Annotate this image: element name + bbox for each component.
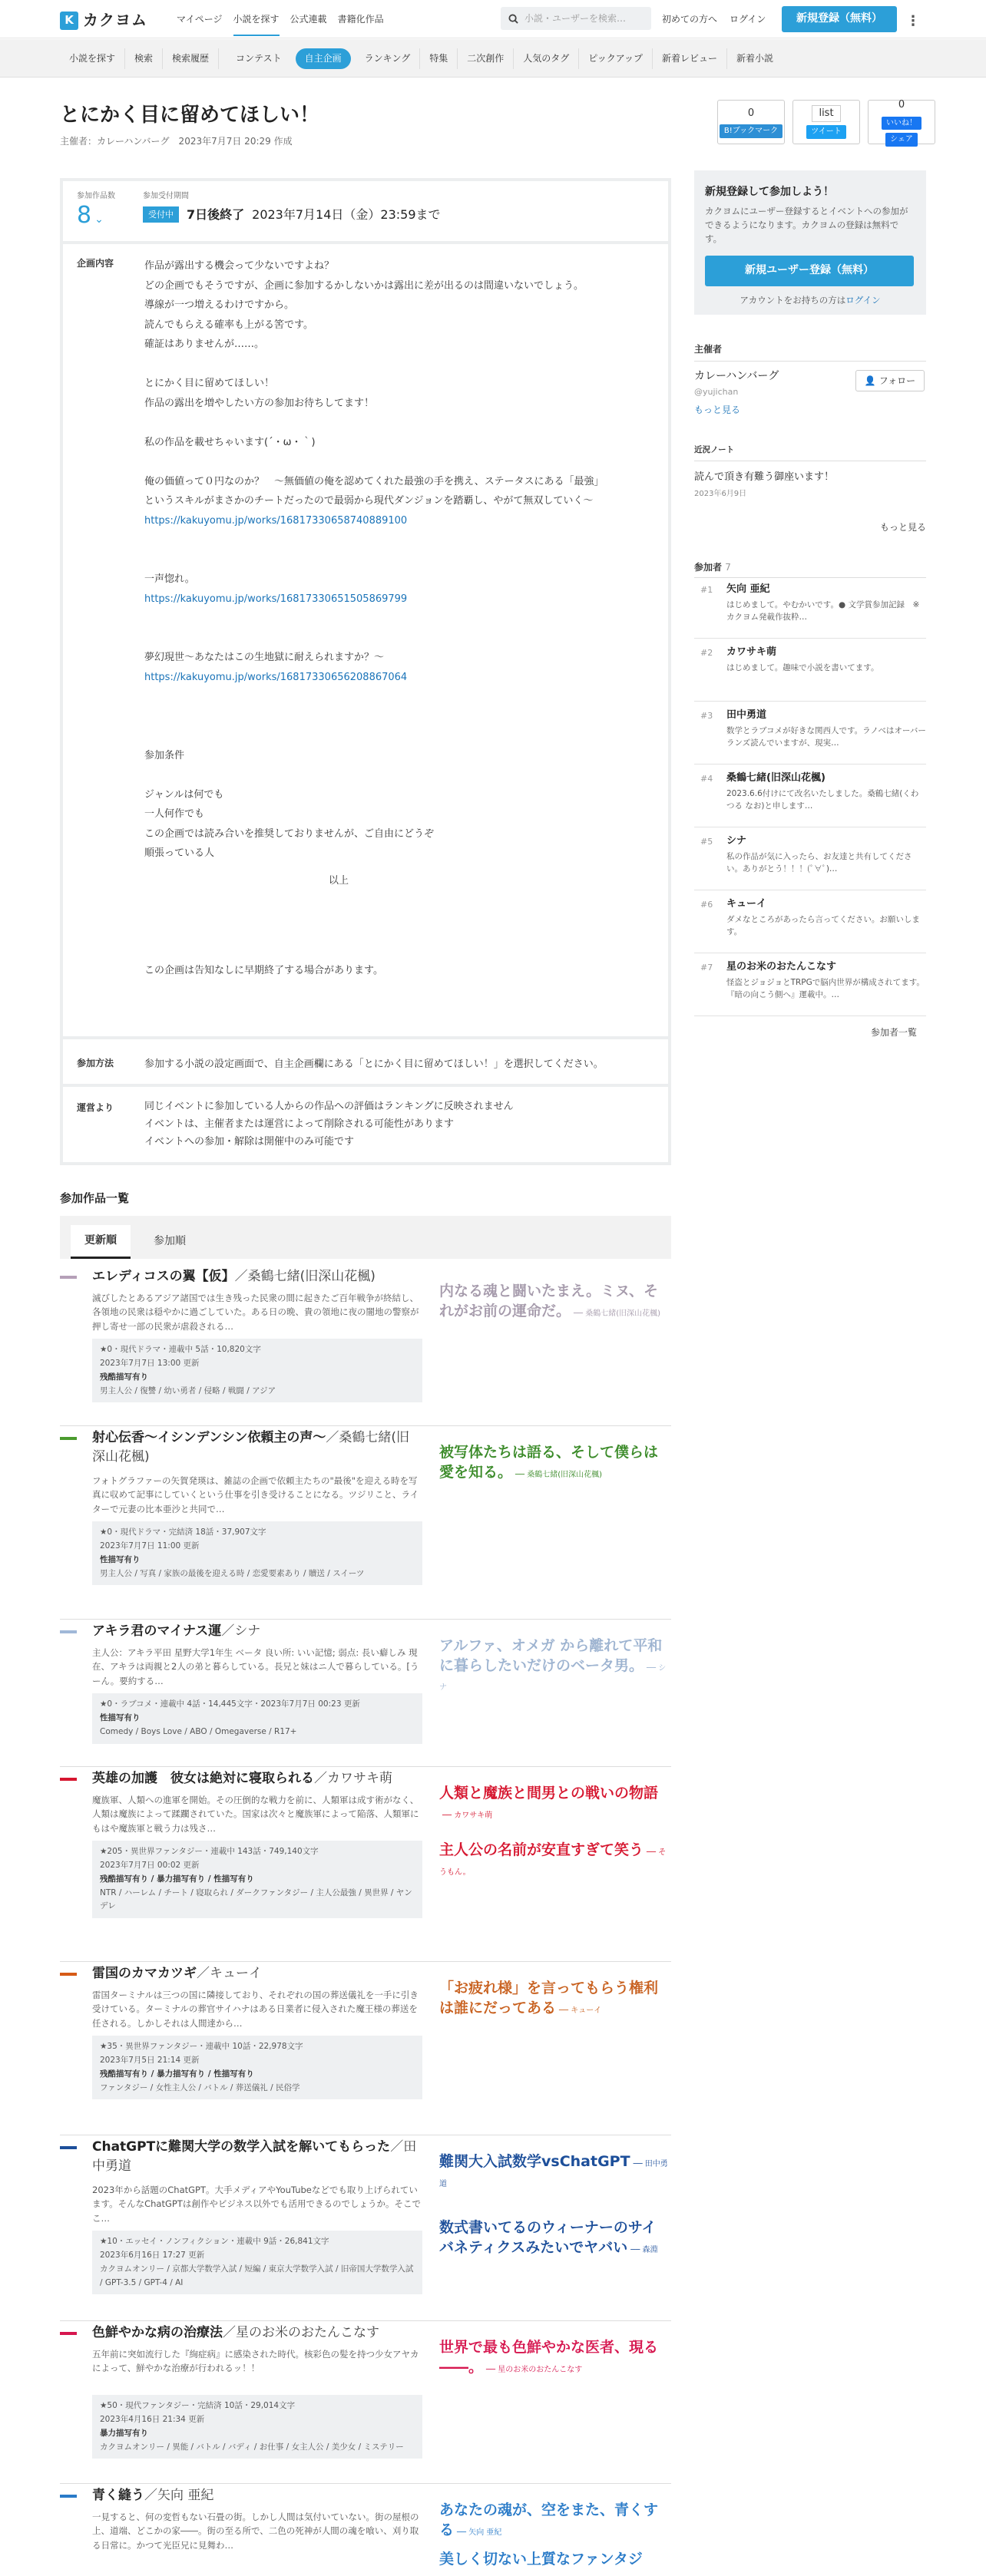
- logo-text: カクヨム: [83, 11, 147, 29]
- work-genre-bar: [60, 2146, 77, 2149]
- work-flags: [100, 1712, 415, 1726]
- work-desc: 五年前に突如流行した『絢症病』に感染された時代。核彩色の髪を持つ少女アヤカによって、鮮やかな治療が行われるッ！！: [92, 2349, 419, 2374]
- work-title-text[interactable]: 色鮮やかな病の治療法: [92, 2325, 223, 2340]
- work-tags[interactable]: カクヨムオンリー / 京都大学数学入試 / 短編 / 東京大学数学入試 / 旧帝国大学数学入試 / GPT-3.5 / GPT-4 / AI: [100, 2264, 414, 2287]
- subnav-fanfic[interactable]: 二次創作: [458, 48, 514, 69]
- subnav-contest[interactable]: コンテスト: [236, 53, 282, 64]
- review-catch[interactable]: 人類と魔族と間男との戦いの物語── カワサキ萌: [439, 1785, 659, 1820]
- details-line: [144, 609, 604, 629]
- participant-desc: はじめまして。やむかいです。● 文学賞参加記録 ※カクヨム発載作抜粋…: [726, 600, 920, 623]
- work-genre-bar: [60, 1276, 77, 1279]
- details-line: 導線が一つ増えるわけですから。: [144, 299, 295, 311]
- work-tags[interactable]: ファンタジー / 女性主人公 / バトル / 葬送儀礼 / 民俗学: [100, 2082, 300, 2092]
- rule-item: イベントは、主催者または運営によって削除される可能性があります: [144, 1118, 455, 1130]
- share-buttons: [717, 100, 935, 144]
- page-meta: 主催者：カレーハンバーグ 2023年7月7日 20:29 作成: [60, 136, 293, 147]
- details-line: [144, 864, 604, 883]
- review-catch[interactable]: 主人公の名前が安直すぎて笑う ── そうもん。: [439, 1841, 667, 1877]
- participant-item[interactable]: [694, 576, 926, 639]
- work-stats: ★0・現代ドラマ・連載中 5話・10,820文字: [100, 1345, 261, 1354]
- host-id: @yujichan: [694, 386, 739, 397]
- review-author: カワサキ萌: [454, 1811, 493, 1820]
- works-title: 参加作品一覧: [60, 1191, 130, 1205]
- details-line: 読んでもらえる確率も上がる筈です。: [144, 319, 313, 331]
- work-title[interactable]: エレディコスの翼【仮】／桑鶴七緒(旧深山花楓): [92, 1269, 376, 1284]
- subnav-new-novels[interactable]: 新着小説: [736, 53, 773, 64]
- review-author: そうもん。: [439, 1848, 667, 1877]
- participant-desc: ダメなところがあったら言ってください。お願いします。: [726, 915, 920, 937]
- recent-note: [694, 470, 926, 533]
- tab-joined[interactable]: 参加順: [154, 1235, 186, 1248]
- details-line: 順張っている人: [144, 847, 215, 859]
- participants-label: [694, 560, 731, 575]
- work-title[interactable]: 射心伝香〜イシンデンシン依頼主の声〜／桑鶴七緒(旧深山花楓): [92, 1430, 410, 1465]
- participant-rank: #6: [700, 900, 713, 910]
- register-cta: [694, 170, 926, 315]
- hatena-bookmark-button[interactable]: [717, 100, 785, 144]
- work-flags: [100, 2427, 415, 2441]
- subnav-events[interactable]: 自主企画: [296, 48, 351, 69]
- review-catch[interactable]: 被写体たちは語る、そして僕らは愛を知る。 ── 桑鶴七緒(旧深山花楓): [439, 1444, 659, 1481]
- work-author[interactable]: 田中勇道: [92, 2139, 417, 2174]
- work-title-text[interactable]: ChatGPTに難関大学の数学入試を解いてもらった: [92, 2139, 391, 2155]
- details-line: [144, 903, 604, 923]
- facebook-like-button[interactable]: [868, 100, 935, 144]
- work-item: [60, 2321, 671, 2484]
- review-catch[interactable]: 難関大入試数学vsChatGPT ── 田中勇道: [439, 2153, 668, 2188]
- review-catch[interactable]: [439, 2550, 670, 2570]
- work-tags[interactable]: 男主人公 / 写真 / 家族の最後を迎える時 / 恋愛要素あり / 贖送 / スイーツ: [100, 1568, 365, 1578]
- method-section: [63, 1042, 668, 1087]
- work-author[interactable]: 矢向 亜紀: [157, 2488, 214, 2503]
- participant-desc: はじめまして。趣味で小説を書いてます。: [726, 663, 879, 673]
- details-line: とにかく目に留めてほしい！: [144, 378, 275, 389]
- work-item: [60, 2484, 671, 2576]
- work-desc: 雷国ターミナルは三つの国に隣接しており、それぞれの国の葬送儀礼を一手に引き受けている。ターミナルの葬官サイハナはある日業者に侵入された魔王様の葬送を任される。しかしそれは人間達から…: [92, 1990, 419, 2029]
- details-line: [144, 942, 604, 962]
- review-author: 星のお米のおたんこなす: [498, 2365, 583, 2374]
- work-item: [60, 1265, 671, 1426]
- tab-updated[interactable]: 更新順: [71, 1225, 131, 1259]
- subnav-pickup[interactable]: ピックアップ: [579, 48, 653, 69]
- work-genre-bar: [60, 1437, 77, 1440]
- participant-item[interactable]: [694, 953, 926, 1016]
- work-title-text[interactable]: 英雄の加護 彼女は絶対に寝取られる: [92, 1771, 314, 1786]
- rule-item: イベントへの参加・解除は開催中のみ可能です: [144, 1136, 355, 1148]
- review-author: 桑鶴七緒(旧深山花楓): [527, 1470, 603, 1479]
- work-genre-bar: [60, 2332, 77, 2335]
- login-link[interactable]: ログイン: [730, 14, 766, 25]
- work-flags-text: 暴力描写有り: [100, 2428, 148, 2438]
- remaining-days: 7日後終了: [187, 206, 245, 222]
- work-title[interactable]: ChatGPTに難関大学の数学入試を解いてもらった／田中勇道: [92, 2139, 417, 2174]
- note-more-link[interactable]: もっと見る: [879, 522, 926, 533]
- share-label: シェア: [885, 133, 918, 147]
- details-line: [144, 452, 604, 472]
- review-catch-text: 難関大入試数学vsChatGPT: [439, 2153, 630, 2170]
- rules-list: [144, 1098, 514, 1151]
- participant-item[interactable]: [694, 765, 926, 827]
- work-title-text[interactable]: エレディコスの翼【仮】: [92, 1269, 235, 1284]
- review-catch-text: 人類と魔族と間男との戦いの物語: [439, 1785, 659, 1802]
- details-label: 企画内容: [77, 258, 114, 269]
- work-title-text[interactable]: 青く縫う: [92, 2488, 144, 2503]
- participant-name[interactable]: 星のお米のおたんこなす: [726, 961, 837, 973]
- note-title[interactable]: 読んで頂き有難う御座います！: [694, 471, 835, 483]
- review-catch[interactable]: 「お疲れ様」を言ってもらう権利は誰にだってある ── キューイ: [439, 1980, 659, 2016]
- details-line: [144, 726, 604, 746]
- work-stats: ★0・現代ドラマ・完結済 18話・37,907文字: [100, 1527, 266, 1537]
- participant-name[interactable]: 田中勇道: [726, 709, 767, 721]
- beginners-link[interactable]: 初めての方へ: [662, 14, 718, 25]
- event-detail-box: [60, 178, 671, 1165]
- details-line: [144, 707, 604, 727]
- sidebar-login-link[interactable]: ログイン: [845, 294, 881, 305]
- work-author[interactable]: カワサキ萌: [327, 1771, 392, 1786]
- review-catch-text: 世界で最も色鮮やかな医者、現る――。: [439, 2339, 659, 2376]
- register-cta-title: 新規登録して参加しよう！: [705, 186, 834, 198]
- work-tags[interactable]: Comedy / Boys Love / ABO / Omegaverse / R17+: [100, 1726, 297, 1736]
- work-title[interactable]: 色鮮やかな病の治療法／星のお米のおたんこなす: [92, 2325, 379, 2340]
- work-tags[interactable]: NTR / ハーレム / チート / 寝取られ / ダークファンタジー / 主人公最強 / 異世界 / ヤンデレ: [100, 1887, 412, 1911]
- rules-section: [63, 1090, 668, 1165]
- subnav-search[interactable]: 検索: [125, 48, 163, 69]
- period-label: 参加受付期間: [143, 192, 189, 200]
- twitter-share-button[interactable]: [792, 100, 860, 144]
- work-genre-bar: [60, 1630, 77, 1633]
- work-author[interactable]: シナ: [234, 1623, 261, 1639]
- review-catch-text: 数式書いてるのウィーナーのサイバネティクスみたいでヤバい: [439, 2219, 657, 2256]
- participant-rank: #1: [700, 585, 713, 595]
- review-catch[interactable]: 内なる魂と闘いたまえ。ミヌ、それがお前の運命だ。 ── 桑鶴七緒(旧深山花楓): [439, 1283, 661, 1319]
- review-catch-text: 主人公の名前が安直すぎて笑う: [439, 1841, 644, 1858]
- work-item: [60, 1620, 671, 1767]
- work-tags[interactable]: カクヨムオンリー / 異能 / バトル / バディ / お仕事 / 女主人公 / 美少女 / ミステリー: [100, 2442, 404, 2452]
- details-line: この企画では読み合いを推奨しておりませんが、ご自由にどうぞ: [144, 827, 435, 840]
- work-genre-bar: [60, 2495, 77, 2498]
- details-line: [144, 413, 604, 433]
- review-catch[interactable]: 世界で最も色鮮やかな医者、現る――。 ── 星のお米のおたんこなす: [439, 2339, 659, 2376]
- work-author[interactable]: 星のお米のおたんこなす: [236, 2325, 379, 2340]
- follow-label: フォロー: [878, 375, 916, 386]
- register-button[interactable]: 新規登録（無料）: [782, 6, 897, 32]
- review-author: キューイ: [571, 2006, 602, 2015]
- details-line: 作品の露出を増やしたい方の参加お待ちしてます！: [144, 397, 375, 409]
- participant-rank: #5: [700, 837, 713, 847]
- participant-item[interactable]: [694, 827, 926, 890]
- sub-nav: [0, 39, 986, 78]
- rules-label: 運営より: [77, 1102, 114, 1113]
- entry-count[interactable]: [77, 201, 115, 229]
- work-flags-text: 性描写有り: [100, 1712, 141, 1722]
- participant-rank: #4: [700, 774, 713, 784]
- review-author: 森淵: [642, 2245, 658, 2254]
- method-text: 参加する小説の設定画面で、自主企画欄にある「とにかく目に留めてほしい！」を選択してください。: [144, 1058, 604, 1070]
- status-badge: 受付中: [143, 206, 179, 223]
- follow-button[interactable]: [855, 370, 925, 391]
- method-label: 参加方法: [77, 1058, 114, 1068]
- details-line: [144, 550, 604, 570]
- work-item: [60, 1426, 671, 1620]
- work-flags-text: 性描写有り: [100, 1554, 141, 1564]
- details-line: 夢幻現世〜あなたはこの生地獄に耐えられますか？〜: [144, 652, 385, 663]
- work-updated: 2023年4月16日 21:34 更新: [100, 2414, 205, 2424]
- note-date: 2023年6月9日: [694, 490, 747, 499]
- details-line: [144, 687, 604, 707]
- work-meta: [92, 1339, 422, 1402]
- participant-item[interactable]: [694, 702, 926, 765]
- search-box[interactable]: [501, 7, 651, 30]
- subnav-history[interactable]: 検索履歴: [163, 48, 219, 69]
- details-line: 確証はありませんが……。: [144, 339, 265, 350]
- work-stats: ★35・異世界ファンタジー・連載中 10話・22,978文字: [100, 2042, 303, 2051]
- register-cta-desc: カクヨムにユーザー登録するとイベントへの参加ができるようになります。カクヨムの登録は無料です。: [705, 205, 908, 245]
- nav-search-novels[interactable]: 小説を探す: [233, 12, 280, 36]
- details-line: [144, 922, 604, 942]
- like-label: いいね！: [882, 117, 921, 130]
- work-updated: 2023年6月16日 17:27 更新: [100, 2250, 205, 2260]
- participants-count: 7: [725, 562, 731, 573]
- work-stats: ★10・エッセイ・ノンフィクション・連載中 9話・26,841文字: [100, 2237, 329, 2246]
- work-flags-text: 残酷描写有り / 暴力描写有り / 性描写有り: [100, 1874, 254, 1884]
- review-catch-text: 被写体たちは語る、そして僕らは愛を知る。: [439, 1444, 659, 1481]
- details-line: どの企画でもそうですが、企画に参加するかしないかは露出に差が出るのは間違いないでしょう。: [144, 279, 584, 292]
- work-meta: [92, 1521, 422, 1585]
- details-line: [144, 355, 604, 375]
- work-meta: [92, 2036, 422, 2099]
- nav-mypage[interactable]: マイページ: [177, 14, 223, 25]
- work-updated: 2023年7月7日 00:02 更新: [100, 1860, 200, 1870]
- participant-name[interactable]: シナ: [726, 835, 747, 847]
- work-desc: 2023年から話題のChatGPT。大手メディアやYouTubeなどでも取り上げられています。そんなChatGPTは創作やビジネス以外でも活用できるのでしょうか。そこでこ…: [92, 2185, 421, 2224]
- work-genre-bar: [60, 1778, 77, 1781]
- work-flags: [100, 1873, 415, 1887]
- details-text: [144, 256, 604, 981]
- person-add-icon: 👤: [864, 375, 876, 386]
- work-tags[interactable]: 男主人公 / 復讐 / 幼い勇者 / 侵略 / 戦闘 / アジア: [100, 1385, 276, 1395]
- participant-list: [694, 576, 926, 1016]
- review-catch[interactable]: あなたの魂が、空をまた、青くする ── 矢向 亜紀: [439, 2502, 659, 2538]
- tweet-label: ツイート: [806, 125, 846, 139]
- nav-books[interactable]: 書籍化作品: [337, 14, 384, 25]
- participants-label-text: 参加者: [694, 562, 723, 573]
- review-catch-text: あなたの魂が、空をまた、青くする: [439, 2502, 659, 2538]
- like-count: 0: [898, 99, 905, 111]
- details-line: 参加条件: [144, 749, 185, 761]
- participants-more-link[interactable]: 参加者一覧: [871, 1027, 918, 1038]
- work-genre-bar: [60, 1973, 77, 1976]
- participant-item[interactable]: [694, 890, 926, 953]
- search-input[interactable]: 小説・ユーザーを検索…: [524, 12, 627, 24]
- participant-rank: #7: [700, 963, 713, 973]
- work-stats: ★0・ラブコメ・連載中 4話・14,445文字・2023年7月7日 00:23 更新: [100, 1699, 360, 1709]
- participant-desc: 2023.6.6付けにて改名いたしました。桑鶴七緒(くわつる なお)と申します…: [726, 789, 919, 811]
- host-name[interactable]: カレーハンバーグ: [694, 370, 779, 382]
- work-desc: 主人公：アキラ平田 星野大学1年生 ベータ 良い所: いい記憶; 弱点: 長い癖しみ 現在、アキラは両親と2人の弟と暮らしている。長兄と妹はニ人で暮らしている。[うーん。要約する…: [92, 1647, 419, 1686]
- details-line: 一人何作でも: [144, 808, 205, 820]
- work-item: [60, 1767, 671, 1962]
- details-line: [144, 765, 604, 785]
- details-line[interactable]: https://kakuyomu.jp/works/16817330658740889100: [144, 514, 408, 527]
- review-catch[interactable]: アルファ、オメガ から離れて平和に暮らしたいだけのベータ男。 ── シナ: [439, 1637, 667, 1693]
- note-label: 近況ノート: [694, 445, 735, 454]
- work-updated: 2023年7月7日 13:00 更新: [100, 1358, 200, 1368]
- work-updated: 2023年7月7日 11:00 更新: [100, 1541, 200, 1551]
- review-author: 矢向 亜紀: [468, 2528, 502, 2537]
- event-summary: [63, 181, 668, 244]
- nav-official[interactable]: 公式連載: [290, 14, 327, 25]
- participant-rank: #2: [700, 648, 713, 658]
- work-meta: [92, 2231, 422, 2294]
- details-line[interactable]: https://kakuyomu.jp/works/16817330651505869799: [144, 593, 408, 605]
- divider: [694, 361, 926, 362]
- work-author[interactable]: 桑鶴七緒(旧深山花楓): [247, 1269, 376, 1284]
- work-item: [60, 1962, 671, 2135]
- work-title-text[interactable]: 射心伝香〜イシンデンシン依頼主の声〜: [92, 1430, 326, 1445]
- review-catch[interactable]: 数式書いてるのウィーナーのサイバネティクスみたいでヤバい ── 森淵: [439, 2219, 658, 2256]
- top-nav: [177, 12, 384, 36]
- subnav-ranking[interactable]: ランキング: [356, 48, 421, 69]
- work-stats: ★205・異世界ファンタジー・連載中 143話・749,140文字: [100, 1847, 319, 1856]
- work-title[interactable]: 青く縫う／矢向 亜紀: [92, 2488, 214, 2503]
- work-flags: [100, 1554, 415, 1567]
- end-date: 2023年7月14日（金）23:59まで: [252, 206, 441, 222]
- work-title[interactable]: アキラ君のマイナス運／シナ: [92, 1623, 261, 1639]
- participant-rank: #3: [700, 711, 713, 721]
- host-label: 主催者: [694, 344, 723, 355]
- host-card: [694, 368, 926, 417]
- review-catch-text: アルファ、オメガ から離れて平和に暮らしたいだけのベータ男。: [439, 1637, 663, 1674]
- list-label: list: [812, 105, 840, 122]
- work-meta: [92, 2395, 422, 2459]
- details-line: 一声惚れ。: [144, 573, 195, 585]
- participant-name[interactable]: カワサキ萌: [726, 646, 777, 658]
- details-line: 作品が露出する機会って少ないですよね？: [144, 260, 335, 272]
- search-icon: [508, 14, 518, 24]
- entry-count-label: 参加作品数: [77, 192, 115, 200]
- subnav-search-novels[interactable]: 小説を探す: [60, 48, 125, 69]
- details-line: [144, 883, 604, 903]
- chevron-down-icon: ⌄: [94, 213, 104, 226]
- ijo-text: 以上: [329, 875, 349, 887]
- entry-count-value: 8: [77, 201, 92, 229]
- subnav-new-reviews[interactable]: 新着レビュー: [653, 48, 727, 69]
- work-updated: 2023年7月5日 21:14 更新: [100, 2055, 200, 2065]
- details-section: [63, 247, 668, 1039]
- work-flags-text: 残酷描写有り: [100, 1372, 148, 1382]
- more-menu-icon[interactable]: ⋮: [906, 13, 920, 29]
- works-tabs: [60, 1216, 671, 1259]
- work-desc: 滅びしたとあるアジア諸国では生き残った民衆の間に起きたご百年戦争が終結し、各領地の民衆は穏やかに過ごしていた。ある日の晩、貴の領地に夜の闇地の警察が押し寄せ一部の民衆が虐殺される…: [92, 1293, 419, 1332]
- work-meta: [92, 1841, 422, 1918]
- work-desc: フォトグラファーの矢賀発瑛は、雑誌の企画で依頼主たちの"最後"を迎える時を写真に収めて記事にしていくという仕事を引き受けることになる。ツジリこと、ライターで元妻の比本亜沙と共同で…: [92, 1475, 419, 1514]
- details-line: 私の作品を載せちゃいます(´・ω・｀): [144, 436, 316, 448]
- work-flags-text: 残酷描写有り / 暴力描写有り / 性描写有り: [100, 2069, 254, 2079]
- details-line[interactable]: https://kakuyomu.jp/works/16817330656208867064: [144, 671, 408, 683]
- details-line: 俺の価値って０円なのか？ 〜無価値の俺を認めてくれた最強の手を携え、ステータスにある「最強」: [144, 475, 604, 487]
- review-catch-text: 内なる魂と闘いたまえ。ミヌ、それがお前の運命だ。: [439, 1283, 659, 1319]
- subnav-feature[interactable]: 特集: [420, 48, 458, 69]
- work-author[interactable]: キューイ: [210, 1966, 262, 1981]
- logo-mark-icon: K: [60, 12, 78, 30]
- details-line: というスキルがまさかのチートだったので最弱から現代ダンジョンを踏覇し、やがて無双していく〜: [144, 495, 594, 507]
- register-user-button[interactable]: 新規ユーザー登録（無料）: [705, 256, 914, 286]
- work-title[interactable]: 英雄の加護 彼女は絶対に寝取られる／カワサキ萌: [92, 1771, 392, 1786]
- kakuyomu-logo[interactable]: [60, 8, 147, 32]
- login-prompt-text: アカウントをお持ちの方は: [740, 294, 846, 305]
- global-header: [0, 0, 986, 38]
- participant-desc: 私の作品が気に入ったら、お友達と共有してください。ありがとう！！！(ﾟ∀ﾟ)…: [726, 852, 912, 874]
- review-catch-text: 「お疲れ様」を言ってもらう権利は誰にだってある: [439, 1980, 659, 2016]
- details-line: [144, 530, 604, 550]
- work-item: [60, 2135, 671, 2321]
- participant-desc: 数学とラブコメが好きな関西人です。ラノベはオーバーランズ読んでいますが、現実…: [726, 726, 926, 748]
- work-flags: [100, 2068, 415, 2082]
- work-stats: ★50・現代ファンタジー・完結済 10話・29,014文字: [100, 2401, 296, 2410]
- work-title-text[interactable]: 雷国のカマカツギ: [92, 1966, 197, 1981]
- participant-name[interactable]: キューイ: [726, 898, 767, 910]
- subnav-tags[interactable]: 人気のタグ: [514, 48, 579, 69]
- work-meta: [92, 1693, 422, 1744]
- review-catch-text: 美しく切ない上質なファンタジ: [439, 2551, 643, 2568]
- bookmark-label: B!ブックマーク: [720, 124, 783, 138]
- work-desc: 魔族軍、人類への進軍を開始。その圧倒的な戦力を前に、人類軍は成す術がなく、人類は魔族によって蹂躙されていた。国家は次々と魔族軍によって陥落、人類軍にもはや魔族軍と戦う力は残さ…: [92, 1795, 419, 1834]
- participant-name[interactable]: 矢向 亜紀: [726, 583, 770, 595]
- participant-desc: 怪盗とジョジョとTRPGで脳内世界が構成されてます。『暗の向こう側へ』運載中。…: [726, 978, 925, 1000]
- host-more-link[interactable]: もっと見る: [694, 404, 741, 415]
- page-title: とにかく目に留めてほしい！: [60, 104, 320, 127]
- participant-name[interactable]: 桑鶴七緒(旧深山花楓): [726, 772, 826, 784]
- details-line: この企画は告知なしに早期終了する場合があります。: [144, 965, 383, 976]
- login-prompt: [705, 294, 915, 308]
- details-line: ジャンルは何でも: [144, 788, 224, 801]
- review-author: シナ: [439, 1663, 667, 1693]
- work-title[interactable]: 雷国のカマカツギ／キューイ: [92, 1966, 262, 1981]
- rule-item: 同じイベントに参加している人からの作品への評価はランキングに反映されません: [144, 1101, 514, 1112]
- participant-item[interactable]: [694, 639, 926, 702]
- review-author: 桑鶴七緒(旧深山花楓): [585, 1309, 661, 1318]
- work-desc: 一見すると、何の変哲もない石畳の街。しかし人間は気付いていない。街の屋根の上、道端、どこかの家――。街の至る所で、二色の死神が人間の魂を喰い、刈り取る日常に。かつて光臣兄に見舞わ…: [92, 2512, 419, 2551]
- work-flags: [100, 1371, 415, 1385]
- details-line: [144, 629, 604, 649]
- work-author[interactable]: 桑鶴七緒(旧深山花楓): [92, 1430, 410, 1465]
- review-author: 田中勇道: [439, 2160, 668, 2188]
- bookmark-count: 0: [747, 107, 755, 120]
- work-title-text[interactable]: アキラ君のマイナス運: [92, 1623, 222, 1639]
